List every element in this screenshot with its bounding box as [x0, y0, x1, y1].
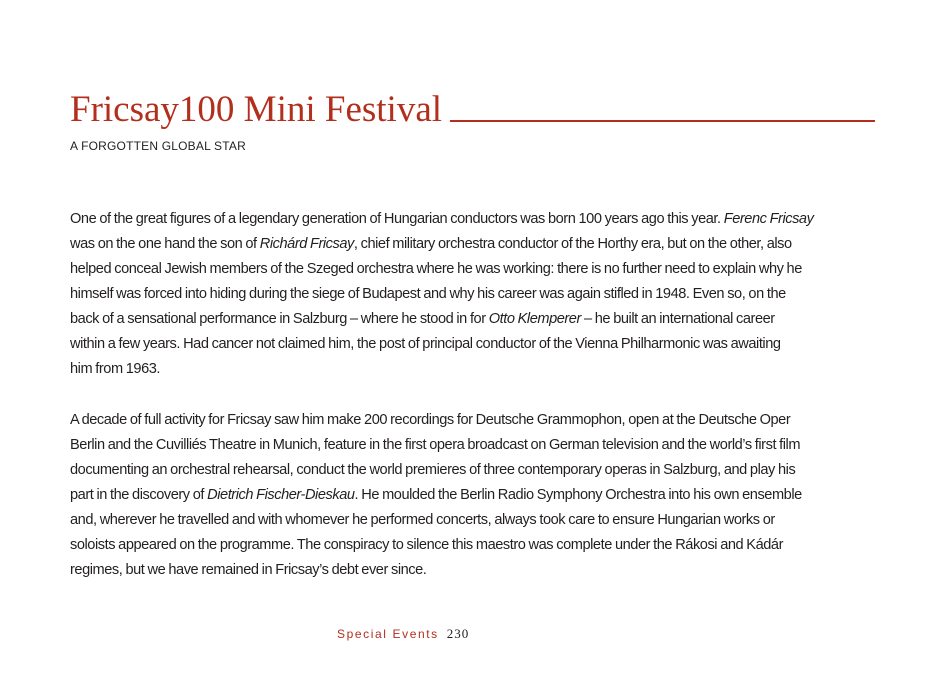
text-run: part in the discovery of: [70, 487, 208, 503]
text-run: – he built an international career: [580, 311, 775, 327]
paragraph-2: [70, 408, 870, 583]
footer-section-label: Special Events: [337, 627, 439, 641]
paragraph-1: [70, 207, 870, 382]
name-otto-klemperer: Otto Klemperer: [488, 311, 581, 327]
paragraph-line: soloists appeared on the programme. The conspiracy to silence this maestro was complete under the Rákosi and Kádár: [70, 537, 783, 553]
title-rule: [450, 120, 875, 122]
paragraph-line: A decade of full activity for Fricsay saw him make 200 recordings for Deutsche Grammophon, open at the Deutsche Oper: [70, 412, 791, 428]
page-number: 230: [446, 626, 470, 641]
text-run: back of a sensational performance in Salzburg – where he stood in for: [70, 311, 489, 327]
paragraph-line: [70, 232, 870, 257]
name-ferenc-fricsay: Ferenc Fricsay: [723, 211, 814, 227]
page-subtitle: A FORGOTTEN GLOBAL STAR: [70, 139, 246, 153]
name-richard-fricsay: Richárd Fricsay: [259, 236, 354, 252]
paragraph-line: Berlin and the Cuvilliés Theatre in Munich, feature in the first opera broadcast on German television and the world’s first film: [70, 437, 801, 453]
paragraph-line: helped conceal Jewish members of the Szeged orchestra where he was working: there is no further need to explain why he: [70, 261, 802, 277]
paragraph-line: [70, 207, 870, 232]
paragraph-line: him from 1963.: [70, 361, 161, 377]
paragraph-line: documenting an orchestral rehearsal, conduct the world premieres of three contemporary operas in Salzburg, and play his: [70, 462, 796, 478]
paragraph-line: regimes, but we have remained in Fricsay’s debt ever since.: [70, 562, 427, 578]
page-title: Fricsay100 Mini Festival: [70, 89, 443, 130]
title-row: [70, 88, 875, 132]
text-run: . He moulded the Berlin Radio Symphony Orchestra into his own ensemble: [354, 487, 802, 503]
text-run: , chief military orchestra conductor of the Horthy era, but on the other, also: [353, 236, 792, 252]
paragraph-line: [70, 483, 870, 508]
paragraph-line: [70, 307, 870, 332]
text-run: One of the great figures of a legendary generation of Hungarian conductors was born 100 years ago this year.: [70, 211, 724, 227]
name-dietrich-fischer-dieskau: Dietrich Fischer-Dieskau: [207, 487, 355, 503]
text-run: was on the one hand the son of: [70, 236, 260, 252]
paragraph-line: within a few years. Had cancer not claimed him, the post of principal conductor of the Vienna Philharmonic was awaiting: [70, 336, 781, 352]
page-footer: [337, 626, 469, 642]
paragraph-line: himself was forced into hiding during the siege of Budapest and why his career was again stifled in 1948. Even so, on the: [70, 286, 786, 302]
paragraph-line: and, wherever he travelled and with whomever he performed concerts, always took care to ensure Hungarian works or: [70, 512, 775, 528]
